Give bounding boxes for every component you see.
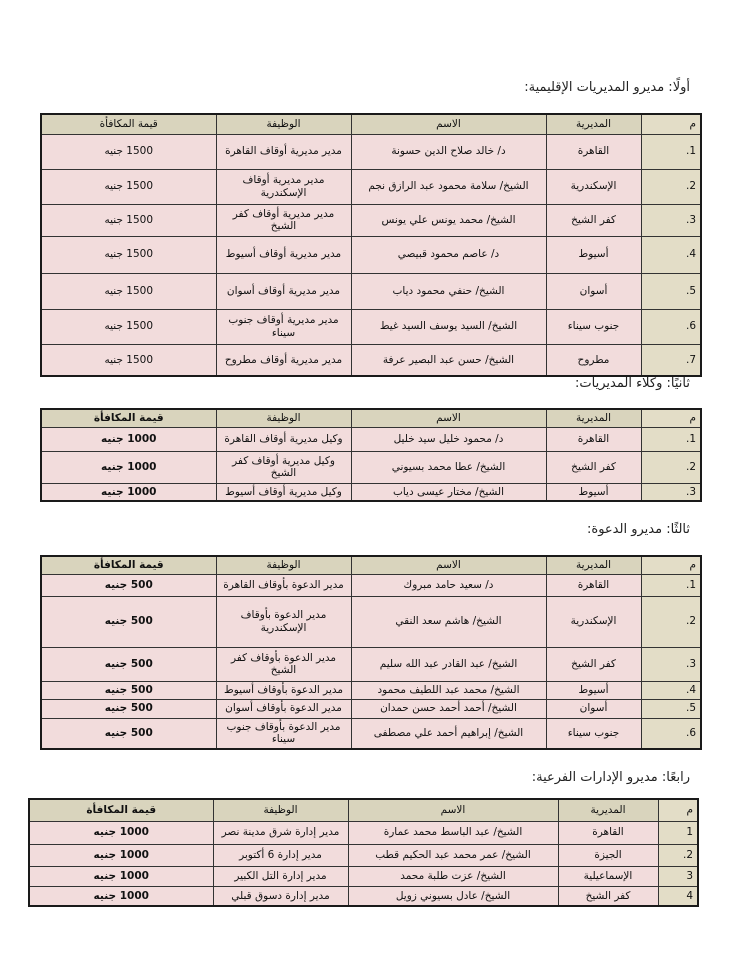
cell-name: الشيخ/ عمر محمد عبد الحكيم قطب	[348, 844, 558, 866]
cell-reward: 1500 جنيه	[41, 309, 216, 344]
cell-directorate: أسيوط	[546, 236, 641, 273]
table-row	[41, 344, 701, 376]
cell-job: مدير الدعوة بأوقاف القاهرة	[216, 574, 351, 596]
cell-num: 3.	[641, 204, 701, 236]
cell-name: الشيخ/ مختار عيسى دياب	[351, 483, 546, 501]
cell-reward: 1000 جنيه	[41, 483, 216, 501]
cell-directorate: الجيزة	[558, 844, 658, 866]
header-num: م	[658, 799, 698, 821]
cell-job: وكيل مديرية أوقاف كفر الشيخ	[216, 451, 351, 483]
cell-num: 3.	[641, 483, 701, 501]
table-row	[29, 821, 698, 844]
cell-job: مدير مديرية أوقاف كفر الشيخ	[216, 204, 351, 236]
cell-num: 7.	[641, 344, 701, 376]
cell-job: مدير مديرية أوقاف أسيوط	[216, 236, 351, 273]
header-reward: قيمة المكافأة	[41, 409, 216, 427]
header-reward: قيمة المكافأة	[41, 556, 216, 574]
cell-directorate: أسوان	[546, 273, 641, 309]
header-directorate: المديرية	[546, 409, 641, 427]
cell-directorate: جنوب سيناء	[546, 718, 641, 749]
cell-directorate: أسيوط	[546, 483, 641, 501]
cell-num: 3.	[641, 647, 701, 681]
table-row	[41, 309, 701, 344]
cell-name: الشيخ/ محمد عبد اللطيف محمود	[351, 681, 546, 699]
cell-job: مدير إدارة 6 أكتوبر	[213, 844, 348, 866]
cell-name: الشيخ/ محمد يونس علي يونس	[351, 204, 546, 236]
cell-reward: 1000 جنيه	[29, 886, 213, 906]
cell-job: مدير إدارة شرق مدينة نصر	[213, 821, 348, 844]
header-directorate: المديرية	[558, 799, 658, 821]
header-directorate: المديرية	[546, 114, 641, 134]
table-row	[29, 844, 698, 866]
table-header-row	[41, 114, 701, 134]
cell-job: مدير مديرية أوقاف مطروح	[216, 344, 351, 376]
cell-num: 2.	[641, 596, 701, 647]
cell-directorate: كفر الشيخ	[546, 451, 641, 483]
cell-name: د/ سعيد حامد مبروك	[351, 574, 546, 596]
cell-job: مدير الدعوة بأوقاف جنوب سيناء	[216, 718, 351, 749]
table-row	[41, 574, 701, 596]
cell-num: 1.	[641, 574, 701, 596]
cell-reward: 1000 جنيه	[41, 451, 216, 483]
cell-reward: 1500 جنيه	[41, 236, 216, 273]
header-num: م	[641, 409, 701, 427]
cell-num: 2.	[641, 169, 701, 204]
cell-reward: 500 جنيه	[41, 574, 216, 596]
table-header-row	[29, 799, 698, 821]
header-num: م	[641, 114, 701, 134]
table-row	[41, 451, 701, 483]
header-num: م	[641, 556, 701, 574]
section-heading: ثانيًا: وكلاء المديريات:	[575, 376, 690, 391]
cell-reward: 1000 جنيه	[29, 844, 213, 866]
cell-reward: 500 جنيه	[41, 647, 216, 681]
header-name: الاسم	[351, 409, 546, 427]
cell-directorate: القاهرة	[546, 427, 641, 451]
cell-job: مدير إدارة دسوق قبلي	[213, 886, 348, 906]
cell-directorate: الإسكندرية	[546, 596, 641, 647]
cell-directorate: الإسكندرية	[546, 169, 641, 204]
cell-directorate: أسيوط	[546, 681, 641, 699]
cell-reward: 500 جنيه	[41, 681, 216, 699]
cell-directorate: جنوب سيناء	[546, 309, 641, 344]
table-row	[41, 134, 701, 169]
header-job: الوظيفة	[216, 556, 351, 574]
cell-name: د/ خالد صلاح الدين حسونة	[351, 134, 546, 169]
table-row	[41, 169, 701, 204]
cell-directorate: أسوان	[546, 699, 641, 718]
cell-num: 6.	[641, 718, 701, 749]
cell-reward: 500 جنيه	[41, 596, 216, 647]
table-row	[41, 681, 701, 699]
cell-name: الشيخ/ إبراهيم أحمد علي مصطفى	[351, 718, 546, 749]
table-row	[41, 699, 701, 718]
table-row	[41, 273, 701, 309]
cell-name: د/ محمود خليل سيد خليل	[351, 427, 546, 451]
cell-name: الشيخ/ عطا محمد بسيوني	[351, 451, 546, 483]
header-job: الوظيفة	[216, 114, 351, 134]
cell-job: مدير إدارة التل الكبير	[213, 866, 348, 886]
cell-name: الشيخ/ هاشم سعد النقي	[351, 596, 546, 647]
section-heading: أولًا: مديرو المديريات الإقليمية:	[524, 80, 690, 95]
cell-reward: 1000 جنيه	[29, 866, 213, 886]
cell-job: مدير مديرية أوقاف جنوب سيناء	[216, 309, 351, 344]
cell-job: مدير الدعوة بأوقاف الإسكندرية	[216, 596, 351, 647]
table-header-row	[41, 409, 701, 427]
section-heading: ثالثًا: مديرو الدعوة:	[587, 522, 690, 537]
cell-name: الشيخ/ عزت طلبة محمد	[348, 866, 558, 886]
cell-num: 4.	[641, 236, 701, 273]
cell-directorate: مطروح	[546, 344, 641, 376]
rewards-table	[40, 555, 702, 750]
cell-job: مدير الدعوة بأوقاف أسوان	[216, 699, 351, 718]
header-reward: قيمة المكافأة	[29, 799, 213, 821]
header-job: الوظيفة	[213, 799, 348, 821]
table-row	[29, 866, 698, 886]
cell-directorate: الإسماعيلية	[558, 866, 658, 886]
cell-name: الشيخ/ السيد يوسف السيد غيط	[351, 309, 546, 344]
header-name: الاسم	[351, 556, 546, 574]
cell-num: 1.	[641, 134, 701, 169]
table-row	[29, 886, 698, 906]
cell-directorate: كفر الشيخ	[546, 647, 641, 681]
table-row	[41, 718, 701, 749]
header-name: الاسم	[348, 799, 558, 821]
header-reward: قيمة المكافأة	[41, 114, 216, 134]
header-job: الوظيفة	[216, 409, 351, 427]
cell-name: الشيخ/ عبد الباسط محمد عمارة	[348, 821, 558, 844]
cell-job: مدير مديرية أوقاف أسوان	[216, 273, 351, 309]
cell-name: الشيخ/ عبد القادر عبد الله سليم	[351, 647, 546, 681]
cell-job: مدير مديرية أوقاف القاهرة	[216, 134, 351, 169]
table-row	[41, 483, 701, 501]
table-row	[41, 204, 701, 236]
cell-reward: 500 جنيه	[41, 718, 216, 749]
rewards-table	[28, 798, 699, 907]
cell-reward: 1500 جنيه	[41, 204, 216, 236]
cell-job: وكيل مديرية أوقاف القاهرة	[216, 427, 351, 451]
cell-num: 5.	[641, 699, 701, 718]
table-row	[41, 236, 701, 273]
cell-num: 2.	[658, 844, 698, 866]
cell-reward: 1500 جنيه	[41, 134, 216, 169]
cell-reward: 1500 جنيه	[41, 344, 216, 376]
table-header-row	[41, 556, 701, 574]
cell-num: 2.	[641, 451, 701, 483]
cell-num: 1	[658, 821, 698, 844]
rewards-table	[40, 113, 702, 377]
header-directorate: المديرية	[546, 556, 641, 574]
table-row	[41, 427, 701, 451]
cell-job: مدير الدعوة بأوقاف أسيوط	[216, 681, 351, 699]
table-row	[41, 596, 701, 647]
cell-directorate: القاهرة	[558, 821, 658, 844]
cell-reward: 1500 جنيه	[41, 169, 216, 204]
cell-directorate: كفر الشيخ	[546, 204, 641, 236]
cell-job: وكيل مديرية أوقاف أسيوط	[216, 483, 351, 501]
cell-num: 6.	[641, 309, 701, 344]
cell-directorate: كفر الشيخ	[558, 886, 658, 906]
cell-name: د/ عاصم محمود قبيصي	[351, 236, 546, 273]
cell-num: 1.	[641, 427, 701, 451]
cell-reward: 500 جنيه	[41, 699, 216, 718]
cell-num: 4	[658, 886, 698, 906]
cell-job: مدير مديرية أوقاف الإسكندرية	[216, 169, 351, 204]
section-heading: رابعًا: مديرو الإدارات الفرعية:	[531, 770, 690, 785]
cell-name: الشيخ/ سلامة محمود عبد الرازق نجم	[351, 169, 546, 204]
cell-num: 4.	[641, 681, 701, 699]
cell-name: الشيخ/ حسن عبد البصير عرفة	[351, 344, 546, 376]
cell-job: مدير الدعوة بأوقاف كفر الشيخ	[216, 647, 351, 681]
cell-reward: 1000 جنيه	[41, 427, 216, 451]
cell-name: الشيخ/ حنفي محمود دياب	[351, 273, 546, 309]
cell-name: الشيخ/ أحمد أحمد حسن حمدان	[351, 699, 546, 718]
cell-directorate: القاهرة	[546, 574, 641, 596]
cell-reward: 1000 جنيه	[29, 821, 213, 844]
cell-name: الشيخ/ عادل بسيوني زويل	[348, 886, 558, 906]
table-row	[41, 647, 701, 681]
header-name: الاسم	[351, 114, 546, 134]
cell-num: 5.	[641, 273, 701, 309]
cell-reward: 1500 جنيه	[41, 273, 216, 309]
cell-num: 3	[658, 866, 698, 886]
rewards-table	[40, 408, 702, 502]
cell-directorate: القاهرة	[546, 134, 641, 169]
